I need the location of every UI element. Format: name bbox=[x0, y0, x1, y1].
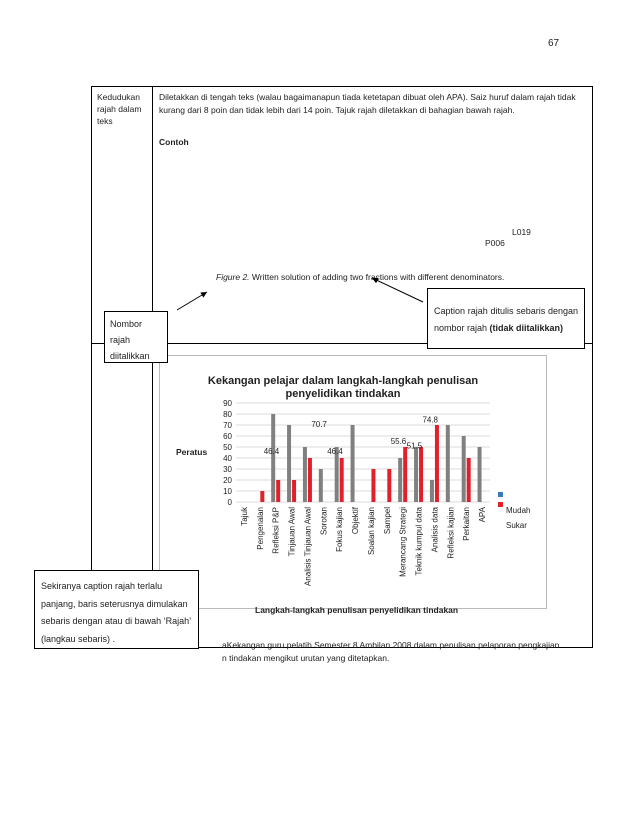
bar-mudah bbox=[319, 469, 323, 502]
row-description: Diletakkan di tengah teks (walau bagaimanapun tiada ketetapan dibuat oleh APA). Saiz huruf dalam rajah tidak kurang dari 8 poin dan tidak lebih dari 14 poin. Tajuk rajah diletakkan di bahagian bawah rajah. bbox=[159, 92, 576, 115]
bar-sukar bbox=[308, 458, 312, 502]
legend-label-sukar: Sukar bbox=[506, 521, 527, 530]
bar-chart bbox=[160, 356, 548, 610]
data-annotation: 70.7 bbox=[311, 420, 327, 430]
code-l019: L019 bbox=[512, 227, 531, 237]
x-tick-label: APA bbox=[478, 507, 488, 523]
x-tick-label: Tajuk bbox=[239, 507, 249, 526]
bar-mudah bbox=[462, 436, 466, 502]
legend-marker-sukar bbox=[498, 502, 503, 507]
bar-mudah bbox=[430, 480, 434, 502]
x-tick-label: Objektif bbox=[351, 507, 361, 535]
bar-sukar bbox=[387, 469, 391, 502]
y-tick-label: 40 bbox=[223, 454, 232, 463]
bar-mudah bbox=[398, 458, 402, 502]
legend-label-mudah: Mudah bbox=[506, 506, 531, 515]
callout-nombor-rajah: Nombor rajah diitalikkan bbox=[104, 311, 168, 363]
data-annotation: 46.4 bbox=[263, 446, 280, 456]
x-tick-label: Fokus kajian bbox=[335, 507, 345, 552]
callout-caption-text: Caption rajah ditulis sebaris dengan nombor rajah bbox=[434, 306, 578, 333]
row-label-kedudukan: Kedudukan rajah dalam teks bbox=[97, 92, 142, 126]
y-tick-label: 30 bbox=[223, 465, 232, 474]
bar-sukar bbox=[467, 458, 471, 502]
chart-frame bbox=[159, 355, 547, 609]
bar-mudah bbox=[351, 425, 355, 502]
x-tick-label: Merancang Strategi bbox=[398, 507, 408, 577]
data-annotation: 55.6 bbox=[390, 436, 407, 446]
figure-caption-text: Written solution of adding two fractions with different denominators. bbox=[249, 272, 505, 282]
bar-sukar bbox=[371, 469, 375, 502]
callout-caption-rajah bbox=[427, 288, 585, 349]
x-tick-label: Perkaitan bbox=[462, 507, 472, 541]
callout-caption-bold: (tidak diitalikkan) bbox=[489, 323, 564, 333]
arrow-to-caption bbox=[372, 278, 423, 302]
bar-mudah bbox=[303, 447, 307, 502]
y-tick-label: 90 bbox=[223, 399, 232, 408]
x-tick-label: Tinjauan Awal bbox=[287, 507, 297, 557]
x-tick-label: Pengenalan bbox=[255, 507, 265, 550]
bar-sukar bbox=[340, 458, 344, 502]
bar-mudah bbox=[287, 425, 291, 502]
legend-marker-mudah-top bbox=[498, 492, 503, 497]
bar-sukar bbox=[403, 447, 407, 502]
bar-sukar bbox=[260, 491, 264, 502]
y-tick-label: 50 bbox=[223, 443, 232, 452]
chart-x-axis-label: Langkah-langkah penulisan penyelidikan tindakan bbox=[255, 605, 459, 615]
x-tick-label: Refleksi kajian bbox=[446, 507, 456, 559]
x-tick-label: Teknik kumpul data bbox=[414, 507, 424, 576]
bar-sukar bbox=[419, 447, 423, 502]
x-tick-label: Soalan kajian bbox=[366, 507, 376, 556]
y-tick-label: 10 bbox=[223, 487, 232, 496]
callout-sekiranya: Sekiranya caption rajah terlalu panjang, baris seterusnya dimulakan sebaris dengan atau di bawah ‘Rajah’ (langkau sebaris) . bbox=[34, 570, 199, 649]
x-tick-label: Sampel bbox=[382, 507, 392, 535]
bar-mudah bbox=[446, 425, 450, 502]
bar-sukar bbox=[435, 425, 439, 502]
code-p006: P006 bbox=[485, 238, 505, 248]
x-tick-label: Refleksi P&P bbox=[271, 507, 281, 554]
y-tick-label: 20 bbox=[223, 476, 232, 485]
x-tick-label: Analisis Tinjauan Awal bbox=[303, 507, 313, 587]
bar-sukar bbox=[292, 480, 296, 502]
bar-mudah bbox=[478, 447, 482, 502]
figure-footnote: aKekangan guru pelatih Semester 8 Ambilan 2008 dalam penulisan pelaporan pengkajian n tindakan mengikut urutan yang ditetapkan. bbox=[222, 640, 560, 663]
bar-mudah bbox=[271, 414, 275, 502]
page-number: 67 bbox=[548, 38, 560, 49]
bar-mudah bbox=[414, 447, 418, 502]
arrow-to-figure-label bbox=[177, 292, 207, 310]
data-annotation: 46.4 bbox=[327, 446, 343, 456]
figure-label: Figure 2. bbox=[216, 272, 250, 282]
y-tick-label: 80 bbox=[223, 410, 232, 419]
y-tick-label: 60 bbox=[223, 432, 232, 441]
y-tick-label: 70 bbox=[223, 421, 232, 430]
chart-title: Kekangan pelajar dalam langkah-langkah penulisan penyelidikan tindakan bbox=[207, 375, 479, 400]
data-annotation: 51.5 bbox=[406, 441, 423, 451]
data-annotation: 74.8 bbox=[422, 415, 439, 425]
x-tick-label: Analisis data bbox=[430, 507, 440, 553]
bar-sukar bbox=[276, 480, 280, 502]
x-tick-label: Sorotan bbox=[319, 507, 329, 536]
chart-y-axis-label: Peratus bbox=[176, 447, 208, 457]
y-tick-label: 0 bbox=[227, 498, 232, 507]
contoh-heading: Contoh bbox=[159, 137, 189, 147]
